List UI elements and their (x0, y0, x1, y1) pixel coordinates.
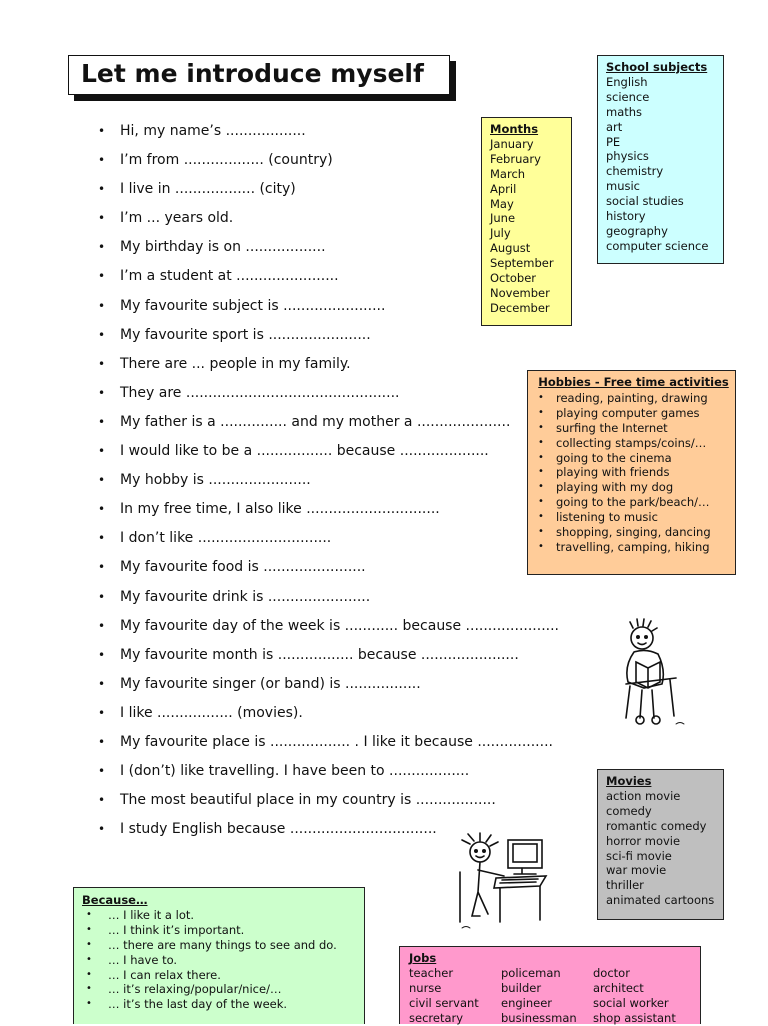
sentence-text: My favourite singer (or band) is ................. (120, 675, 421, 692)
bullet-icon: • (98, 647, 106, 662)
subject-item: social studies (606, 194, 684, 209)
bullet-icon: • (98, 676, 106, 691)
movie-item: horror movie (606, 833, 681, 848)
movie-item: sci-fi movie (606, 848, 672, 863)
bullet-icon: • (98, 618, 106, 633)
sentence-text: I don’t like .............................. (120, 530, 332, 547)
jobs-column (501, 966, 593, 1026)
subject-item: English (606, 74, 648, 89)
hobby-item-text: collecting stamps/coins/… (556, 435, 707, 450)
sentence-item (98, 553, 559, 582)
because-item-text: … I have to. (108, 952, 178, 967)
sentence-text: In my free time, I also like .............................. (120, 501, 440, 518)
hobby-item (532, 391, 735, 406)
hobby-item-text: travelling, camping, hiking (556, 539, 710, 554)
hobby-item-text: listening to music (556, 510, 658, 525)
sentence-text: My favourite drink is ....................... (120, 588, 371, 605)
bullet-icon: • (86, 998, 92, 1010)
hobby-item (532, 495, 735, 510)
subject-item: art (606, 119, 623, 134)
keyboard-shape (494, 876, 546, 888)
job-item: doctor (593, 965, 630, 980)
bullet-icon: • (538, 511, 544, 523)
bullet-icon: • (98, 182, 106, 197)
bullet-icon: • (98, 211, 106, 226)
reading-person-drawing (612, 618, 688, 730)
because-heading: Because… (82, 893, 148, 907)
title-frame (68, 55, 450, 95)
sentence-item (98, 495, 559, 524)
because-item (82, 923, 364, 938)
signature-mark (676, 723, 684, 725)
hobbies-box (527, 370, 736, 575)
hobbies-heading: Hobbies - Free time activities (538, 375, 729, 389)
bullet-icon: • (86, 908, 92, 920)
job-item: social worker (593, 995, 669, 1010)
hobby-item (532, 480, 735, 495)
sentence-item (98, 699, 559, 728)
sentence-item (98, 408, 559, 437)
sentence-text: I would like to be a ................. because .................... (120, 443, 489, 460)
bullet-icon: • (98, 414, 106, 429)
months-heading: Months (490, 122, 539, 136)
hobby-item-text: going to the cinema (556, 450, 672, 465)
bullet-icon: • (98, 327, 106, 342)
monitor-screen (513, 844, 537, 862)
title-box (68, 55, 450, 95)
bullet-icon: • (98, 124, 106, 138)
bullet-icon: • (86, 953, 92, 965)
sentence-text: My favourite sport is ....................... (120, 326, 371, 343)
school-subjects-box (597, 55, 724, 264)
month-item: October (490, 271, 537, 286)
jobs-column (593, 966, 685, 1026)
bullet-icon: • (98, 560, 106, 575)
month-item: November (490, 285, 550, 300)
bullet-icon: • (98, 153, 106, 168)
job-item: nurse (409, 980, 442, 995)
job-item: businessman (501, 1010, 577, 1025)
sentence-text: My father is a ............... and my mother a ..................... (120, 413, 511, 430)
sentence-text: I study English because ................................. (120, 821, 437, 838)
bullet-icon: • (98, 385, 106, 400)
month-item: April (490, 181, 517, 196)
legs-lines (640, 690, 654, 718)
sentence-text: The most beautiful place in my country is .................. (120, 792, 496, 809)
subject-item: music (606, 179, 641, 194)
because-item-text: … I think it’s important. (108, 922, 245, 937)
right-foot (652, 716, 660, 724)
movie-item: comedy (606, 803, 652, 818)
month-item: August (490, 241, 531, 256)
bullet-icon: • (98, 705, 106, 720)
hobby-item (532, 525, 735, 540)
jobs-column (409, 966, 501, 1026)
sentence-item (98, 350, 559, 379)
because-item-text: … it’s the last day of the week. (108, 997, 288, 1012)
bullet-icon: • (538, 481, 544, 493)
months-box (481, 117, 572, 326)
subject-item: geography (606, 223, 668, 238)
hobby-item (532, 436, 735, 451)
job-item: teacher (409, 965, 454, 980)
because-item-text: … I like it a lot. (108, 907, 195, 922)
bullet-icon: • (538, 421, 544, 433)
bullet-icon: • (98, 269, 106, 284)
bullet-icon: • (538, 540, 544, 552)
job-item: policeman (501, 965, 561, 980)
bullet-icon: • (86, 983, 92, 995)
sentence-text: I like ................. (movies). (120, 704, 303, 721)
because-item-text: … it’s relaxing/popular/nice/… (108, 982, 282, 997)
sentence-text: I’m a student at ....................... (120, 268, 339, 285)
because-item (82, 982, 364, 997)
subject-item: science (606, 89, 650, 104)
hobby-item (532, 465, 735, 480)
job-item: secretary (409, 1010, 464, 1025)
bullet-icon: • (538, 406, 544, 418)
month-item: December (490, 300, 550, 315)
bullet-icon: • (98, 589, 106, 604)
hobbies-list (532, 391, 735, 555)
sentence-text: My favourite place is .................. . I like it because ................. (120, 733, 553, 750)
school-subjects-list (606, 75, 723, 254)
hobby-item (532, 451, 735, 466)
hobby-item (532, 540, 735, 555)
job-item: architect (593, 980, 644, 995)
bullet-icon: • (538, 391, 544, 403)
hobby-item (532, 421, 735, 436)
subject-item: chemistry (606, 164, 664, 179)
bullet-icon: • (538, 466, 544, 478)
bullet-icon: • (98, 734, 106, 749)
bullet-icon: • (538, 526, 544, 538)
sentence-item (98, 466, 559, 495)
bullet-icon: • (98, 444, 106, 459)
sentence-text: I’m ... years old. (120, 210, 234, 227)
bullet-icon: • (98, 240, 106, 255)
jobs-box (399, 946, 701, 1024)
bullet-icon: • (538, 496, 544, 508)
sentence-item (98, 612, 559, 641)
bullet-icon: • (86, 968, 92, 980)
sentence-text: I live in .................. (city) (120, 181, 296, 198)
monitor-stand (514, 868, 536, 874)
because-item-text: … there are many things to see and do. (108, 937, 337, 952)
hobby-item-text: surfing the Internet (556, 420, 668, 435)
because-list (82, 908, 364, 1012)
sentence-item (98, 641, 559, 670)
bullet-icon: • (98, 473, 106, 488)
job-item: engineer (501, 995, 553, 1010)
jobs-columns (409, 966, 700, 1026)
hobby-item-text: playing with my dog (556, 480, 674, 495)
because-item (82, 938, 364, 953)
bullet-icon: • (98, 822, 106, 837)
bullet-icon: • (538, 451, 544, 463)
bullet-icon: • (98, 764, 106, 779)
hobby-item-text: going to the park/beach/… (556, 495, 710, 510)
hair-lines (462, 833, 498, 846)
left-eye (637, 636, 639, 638)
movies-list (606, 789, 723, 908)
hobby-item-text: shopping, singing, dancing (556, 525, 711, 540)
bullet-icon: • (98, 356, 106, 371)
sentence-text: Hi, my name’s .................. (120, 123, 306, 139)
jobs-heading: Jobs (409, 951, 437, 965)
computer-user-drawing (456, 832, 552, 932)
movie-item: animated cartoons (606, 893, 715, 908)
sentence-text: They are ................................................ (120, 384, 400, 401)
sentence-item (98, 583, 559, 612)
signature-mark (462, 927, 470, 929)
job-item: shop assistant (593, 1010, 676, 1025)
sentence-item (98, 524, 559, 553)
sentence-item (98, 757, 559, 786)
month-item: February (490, 151, 541, 166)
month-item: June (490, 211, 516, 226)
hobby-item-text: playing with friends (556, 465, 670, 480)
because-item (82, 953, 364, 968)
month-item: July (490, 226, 511, 241)
hair-lines (630, 619, 657, 631)
subject-item: computer science (606, 238, 709, 253)
because-box (73, 887, 365, 1024)
bullet-icon: • (86, 938, 92, 950)
sentence-item (98, 728, 559, 757)
movies-box (597, 769, 724, 920)
sentence-item (98, 437, 559, 466)
mouth (476, 856, 484, 858)
month-item: September (490, 256, 554, 271)
desk-legs (500, 886, 540, 922)
months-list (490, 137, 571, 316)
head-shape (631, 627, 653, 649)
sentence-text: My birthday is on .................. (120, 239, 326, 256)
movie-item: war movie (606, 863, 667, 878)
movie-item: action movie (606, 788, 681, 803)
because-item-text: … I can relax there. (108, 967, 221, 982)
job-item: builder (501, 980, 542, 995)
movies-heading: Movies (606, 774, 652, 788)
right-eye (483, 850, 485, 852)
month-item: May (490, 196, 514, 211)
hobby-item-text: reading, painting, drawing (556, 390, 708, 405)
sentence-text: My favourite subject is ....................... (120, 297, 386, 314)
because-item (82, 968, 364, 983)
movie-item: romantic comedy (606, 818, 707, 833)
bullet-icon: • (98, 531, 106, 546)
bullet-icon: • (538, 436, 544, 448)
because-item (82, 908, 364, 923)
sentence-text: My favourite month is ................. because ...................... (120, 646, 519, 663)
hobby-item (532, 406, 735, 421)
bullet-icon: • (98, 793, 106, 808)
page-title: Let me introduce myself (81, 59, 424, 88)
hobby-item-text: playing computer games (556, 405, 700, 420)
mouth (638, 643, 646, 645)
subject-item: maths (606, 104, 643, 119)
hobby-item (532, 510, 735, 525)
sentence-item (98, 379, 559, 408)
right-eye (645, 636, 647, 638)
subject-item: PE (606, 134, 621, 149)
job-item: civil servant (409, 995, 479, 1010)
head-shape (470, 842, 490, 862)
bullet-icon: • (98, 298, 106, 313)
sentence-text: My favourite day of the week is ............ because ..................... (120, 617, 559, 634)
school-subjects-heading: School subjects (606, 60, 708, 74)
sentence-item (98, 670, 559, 699)
month-item: March (490, 166, 526, 181)
subject-item: physics (606, 149, 649, 164)
sentence-text: My hobby is ....................... (120, 472, 311, 489)
bullet-icon: • (98, 502, 106, 517)
sentence-text: I’m from .................. (country) (120, 152, 333, 169)
movie-item: thriller (606, 878, 644, 893)
month-item: January (490, 136, 534, 151)
sentence-text: There are ... people in my family. (120, 355, 351, 372)
because-item (82, 997, 364, 1012)
subject-item: history (606, 209, 646, 224)
sentence-text: I (don’t) like travelling. I have been to .................. (120, 763, 470, 780)
sentence-text: My favourite food is ....................... (120, 559, 366, 576)
left-eye (475, 850, 477, 852)
sentence-item (98, 786, 559, 815)
bullet-icon: • (86, 923, 92, 935)
book-shape (636, 662, 660, 688)
